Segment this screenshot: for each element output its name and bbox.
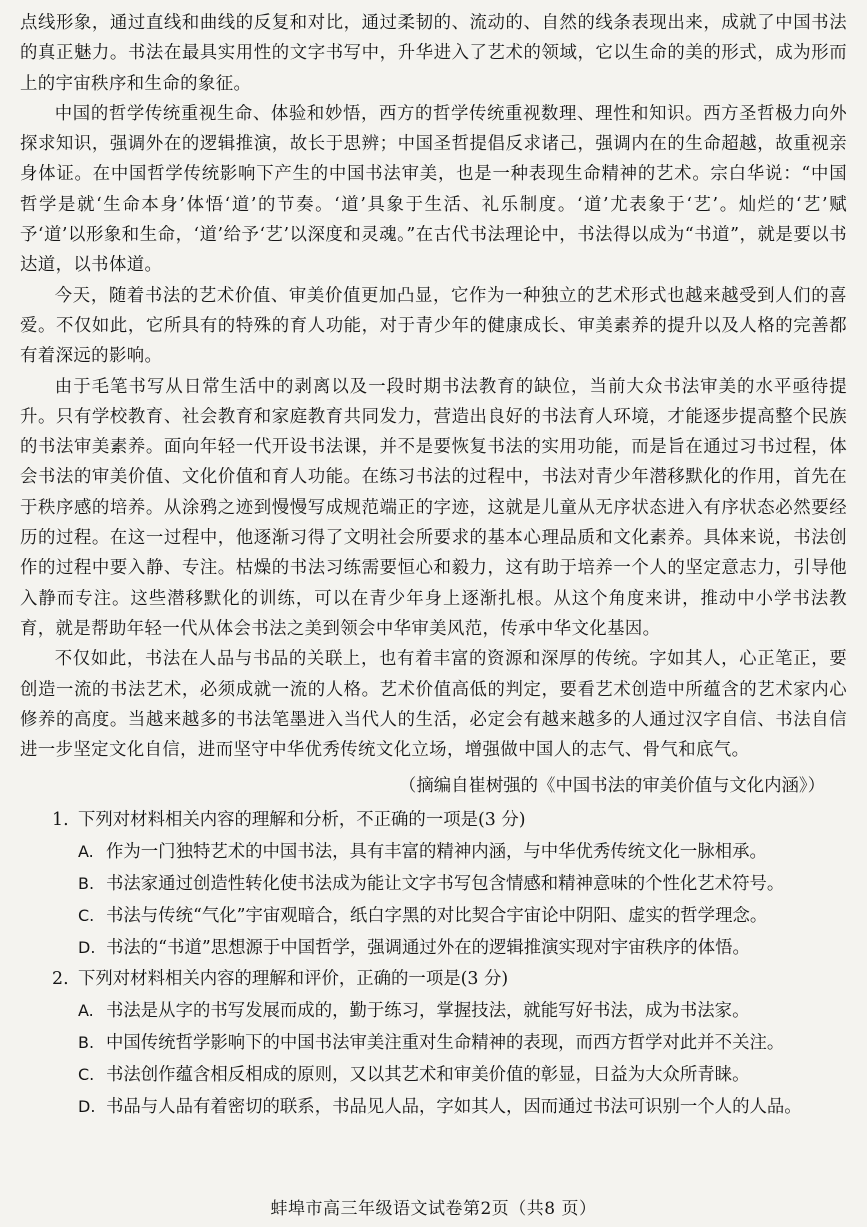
option-d bbox=[20, 932, 847, 964]
option-text: 作为一门独特艺术的中国书法，具有丰富的精神内涵，与中华优秀传统文化一脉相承。 bbox=[106, 842, 767, 863]
question-stem bbox=[20, 964, 847, 995]
passage-paragraph: 点线形象，通过直线和曲线的反复和对比，通过柔韧的、流动的、自然的线条表现出来，成就了中国书法的真正魅力。书法在最具实用性的文字书写中，升华进入了艺术的领域，它以生命的美的形式，成为形而上的宇宙秩序和生命的象征。 bbox=[20, 13, 847, 94]
option-letter: D. bbox=[78, 938, 96, 958]
option-letter: C. bbox=[78, 1065, 95, 1085]
question-2 bbox=[20, 964, 847, 1123]
option-letter: B. bbox=[78, 1033, 95, 1053]
passage-paragraph: 由于毛笔书写从日常生活中的剥离以及一段时期书法教育的缺位，当前大众书法审美的水平亟待提升。只有学校教育、社会教育和家庭教育共同发力，营造出良好的书法育人环境，才能逐步提高整个民族的书法审美素养。面向年轻一代开设书法课，并不是要恢复书法的实用功能，而是旨在通过习书过程，体会书法的审美价值、文化价值和育人功能。在练习书法的过程中，书法对青少年潜移默化的作用，首先在于秩序感的培养。从涂鸦之迹到慢慢写成规范端正的字迹，这就是儿童从无序状态进入有序状态必然要经历的过程。在这一过程中，他逐渐习得了文明社会所要求的基本心理品质和文化素养。具体来说，书法创作的过程中要入静、专注。枯燥的书法习练需要恒心和毅力，这有助于培养一个人的坚定意志力，引导他入静而专注。这些潜移默化的训练，可以在青少年身上逐渐扎根。从这个角度来讲，推动中小学书法教育，就是帮助年轻一代从体会书法之美到领会中华审美风范，传承中华文化基因。 bbox=[20, 376, 847, 639]
option-text: 书法家通过创造性转化使书法成为能让文字书写包含情感和精神意味的个性化艺术符号。 bbox=[106, 874, 785, 895]
question-1 bbox=[20, 805, 847, 964]
option-text: 书品与人品有着密切的联系，书品见人品，字如其人，因而通过书法可识别一个人的人品。 bbox=[106, 1097, 802, 1118]
option-text: 书法是从字的书写发展而成的，勤于练习，掌握技法，就能写好书法，成为书法家。 bbox=[106, 1001, 750, 1022]
option-text: 书法的“书道”思想源于中国哲学，强调通过外在的逻辑推演实现对宇宙秩序的体悟。 bbox=[106, 938, 750, 959]
passage-paragraph: 今天，随着书法的艺术价值、审美价值更加凸显，它作为一种独立的艺术形式也越来越受到人们的喜爱。不仅如此，它所具有的特殊的育人功能，对于青少年的健康成长、审美素养的提升以及人格的完善都有着深远的影响。 bbox=[20, 285, 847, 367]
option-letter: A. bbox=[78, 842, 94, 862]
option-letter: C. bbox=[78, 906, 95, 926]
question-number: 1. bbox=[52, 810, 69, 831]
passage-paragraph: 不仅如此，书法在人品与书品的关联上，也有着丰富的资源和深厚的传统。字如其人，心正笔正，要创造一流的书法艺术，必须成就一流的人格。艺术价值高低的判定，要看艺术创造中所蕴含的艺术家内心修养的高度。当越来越多的书法笔墨进入当代人的生活，必定会有越来越多的人通过汉字自信、书法自信进一步坚定文化自信，进而坚守中华优秀传统文化立场，增强做中国人的志气、骨气和底气。 bbox=[20, 649, 847, 761]
option-text: 书法与传统“气化”宇宙观暗合，纸白字黑的对比契合宇宙论中阴阳、虚实的哲学理念。 bbox=[106, 906, 768, 927]
option-letter: A. bbox=[78, 1001, 94, 1021]
option-letter: B. bbox=[78, 874, 95, 894]
option-text: 中国传统哲学影响下的中国书法审美注重对生命精神的表现，而西方哲学对此并不关注。 bbox=[106, 1033, 785, 1054]
option-letter: D. bbox=[78, 1097, 96, 1117]
option-a bbox=[20, 995, 847, 1027]
source-citation: （摘编自崔树强的《中国书法的审美价值与文化内涵》） bbox=[398, 776, 825, 797]
question-number: 2. bbox=[52, 969, 69, 990]
question-stem bbox=[20, 805, 847, 836]
option-b bbox=[20, 868, 847, 900]
option-c bbox=[20, 1059, 847, 1091]
option-d bbox=[20, 1091, 847, 1123]
option-c bbox=[20, 900, 847, 932]
option-b bbox=[20, 1027, 847, 1059]
question-text: 下列对材料相关内容的理解和评价，正确的一项是(3 分) bbox=[78, 969, 509, 990]
option-a bbox=[20, 836, 847, 868]
reading-passage bbox=[20, 8, 847, 765]
passage-paragraph: 中国的哲学传统重视生命、体验和妙悟，西方的哲学传统重视数理、理性和知识。西方圣哲极力向外探求知识，强调外在的逻辑推演，故长于思辨；中国圣哲提倡反求诸己，强调内在的生命超越，故重视亲身体证。在中国哲学传统影响下产生的中国书法审美，也是一种表现生命精神的艺术。宗白华说：“中国哲学是就‘生命本身’体悟‘道’的节奏。‘道’具象于生活、礼乐制度。‘道’尤表象于‘艺’。灿烂的‘艺’赋予‘道’以形象和生命，‘道’给予‘艺’以深度和灵魂。”在古代书法理论中，书法得以成为“书道”，就是要以书达道，以书体道。 bbox=[20, 103, 847, 276]
page-footer: 蚌埠市高三年级语文试卷第2页（共8 页） bbox=[270, 1199, 597, 1219]
option-text: 书法创作蕴含相反相成的原则，又以其艺术和审美价值的彰显，日益为大众所青睐。 bbox=[106, 1065, 750, 1086]
question-text: 下列对材料相关内容的理解和分析，不正确的一项是(3 分) bbox=[78, 810, 526, 831]
